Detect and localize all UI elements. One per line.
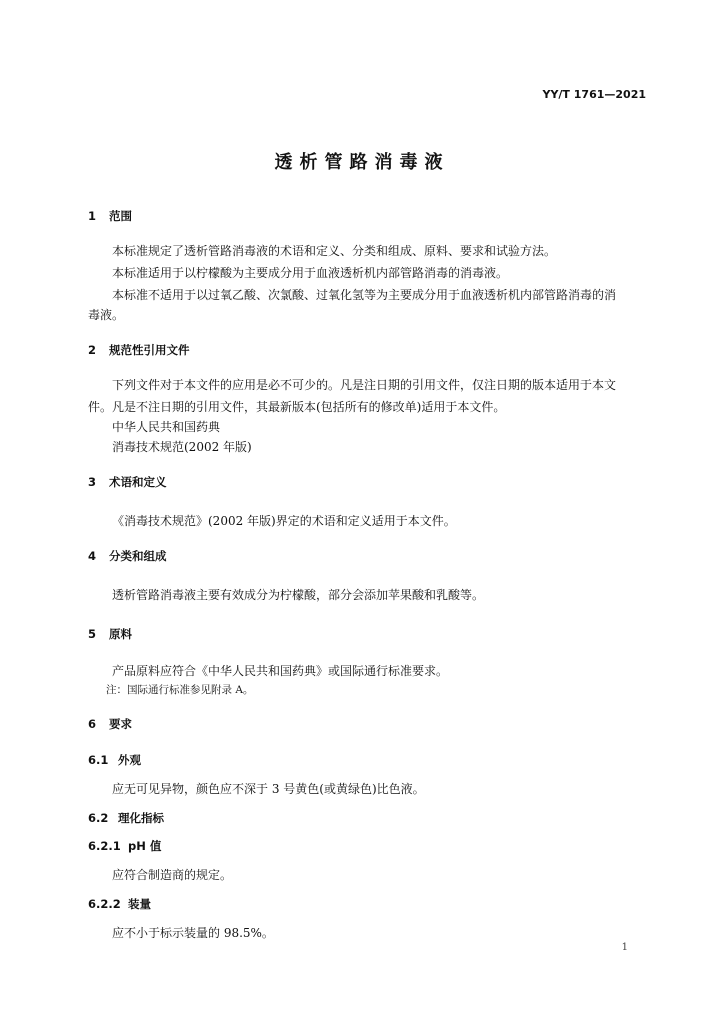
- paragraph-continuation: 件。凡是不注日期的引用文件，其最新版本(包括所有的修改单)适用于本文件。: [88, 400, 506, 414]
- section-6-heading: [88, 716, 132, 732]
- paragraph: 应无可见异物，颜色应不深于 3 号黄色(或黄绿色)比色液。: [112, 782, 425, 796]
- subsection-6-2-heading: [88, 810, 164, 826]
- section-2-heading: [88, 342, 190, 358]
- section-number: 6.2: [88, 811, 109, 825]
- document-title: 透析管路消毒液: [274, 152, 450, 173]
- section-title: 理化指标: [118, 811, 164, 825]
- section-number: 4: [88, 549, 97, 563]
- reference-item: 中华人民共和国药典: [112, 420, 221, 434]
- section-title: 范围: [109, 209, 132, 223]
- section-title: pH 值: [128, 839, 162, 853]
- section-number: 2: [88, 343, 97, 357]
- paragraph-continuation: 毒液。: [88, 308, 125, 322]
- paragraph: 应符合制造商的规定。: [112, 868, 233, 882]
- section-number: 5: [88, 627, 97, 641]
- section-title: 术语和定义: [109, 475, 167, 489]
- section-title: 装量: [128, 897, 151, 911]
- paragraph: 应不小于标示装量的 98.5%。: [112, 926, 274, 940]
- subsection-6-2-1-heading: [88, 838, 161, 854]
- section-number: 6.1: [88, 753, 109, 767]
- paragraph: 产品原料应符合《中华人民共和国药典》或国际通行标准要求。: [112, 664, 449, 678]
- subsection-6-2-2-heading: [88, 896, 151, 912]
- subsection-6-1-heading: [88, 752, 141, 768]
- paragraph: 本标准适用于以柠檬酸为主要成分用于血液透析机内部管路消毒的消毒液。: [112, 266, 509, 280]
- section-title: 外观: [118, 753, 141, 767]
- section-5-heading: [88, 626, 132, 642]
- paragraph: 本标准规定了透析管路消毒液的术语和定义、分类和组成、原料、要求和试验方法。: [112, 244, 557, 258]
- section-number: 6.2.2: [88, 897, 121, 911]
- section-4-heading: [88, 548, 167, 564]
- paragraph: 本标准不适用于以过氧乙酸、次氯酸、过氧化氢等为主要成分用于血液透析机内部管路消毒的消: [112, 288, 617, 302]
- note: 注：国际通行标准参见附录 A。: [106, 684, 254, 696]
- section-title: 分类和组成: [109, 549, 167, 563]
- section-number: 3: [88, 475, 97, 489]
- section-title: 规范性引用文件: [109, 343, 190, 357]
- paragraph: 《消毒技术规范》(2002 年版)界定的术语和定义适用于本文件。: [112, 514, 456, 528]
- section-3-heading: [88, 474, 167, 490]
- page-number: 1: [621, 942, 628, 953]
- section-title: 原料: [109, 627, 132, 641]
- section-title: 要求: [109, 717, 132, 731]
- paragraph: 透析管路消毒液主要有效成分为柠檬酸，部分会添加苹果酸和乳酸等。: [112, 588, 485, 602]
- section-number: 6.2.1: [88, 839, 121, 853]
- reference-item: 消毒技术规范(2002 年版): [112, 440, 252, 454]
- paragraph: 下列文件对于本文件的应用是必不可少的。凡是注日期的引用文件，仅注日期的版本适用于本文: [112, 378, 617, 392]
- section-number: 6: [88, 717, 97, 731]
- section-number: 1: [88, 209, 97, 223]
- standard-number: YY/T 1761—2021: [542, 88, 646, 101]
- section-1-heading: [88, 208, 132, 224]
